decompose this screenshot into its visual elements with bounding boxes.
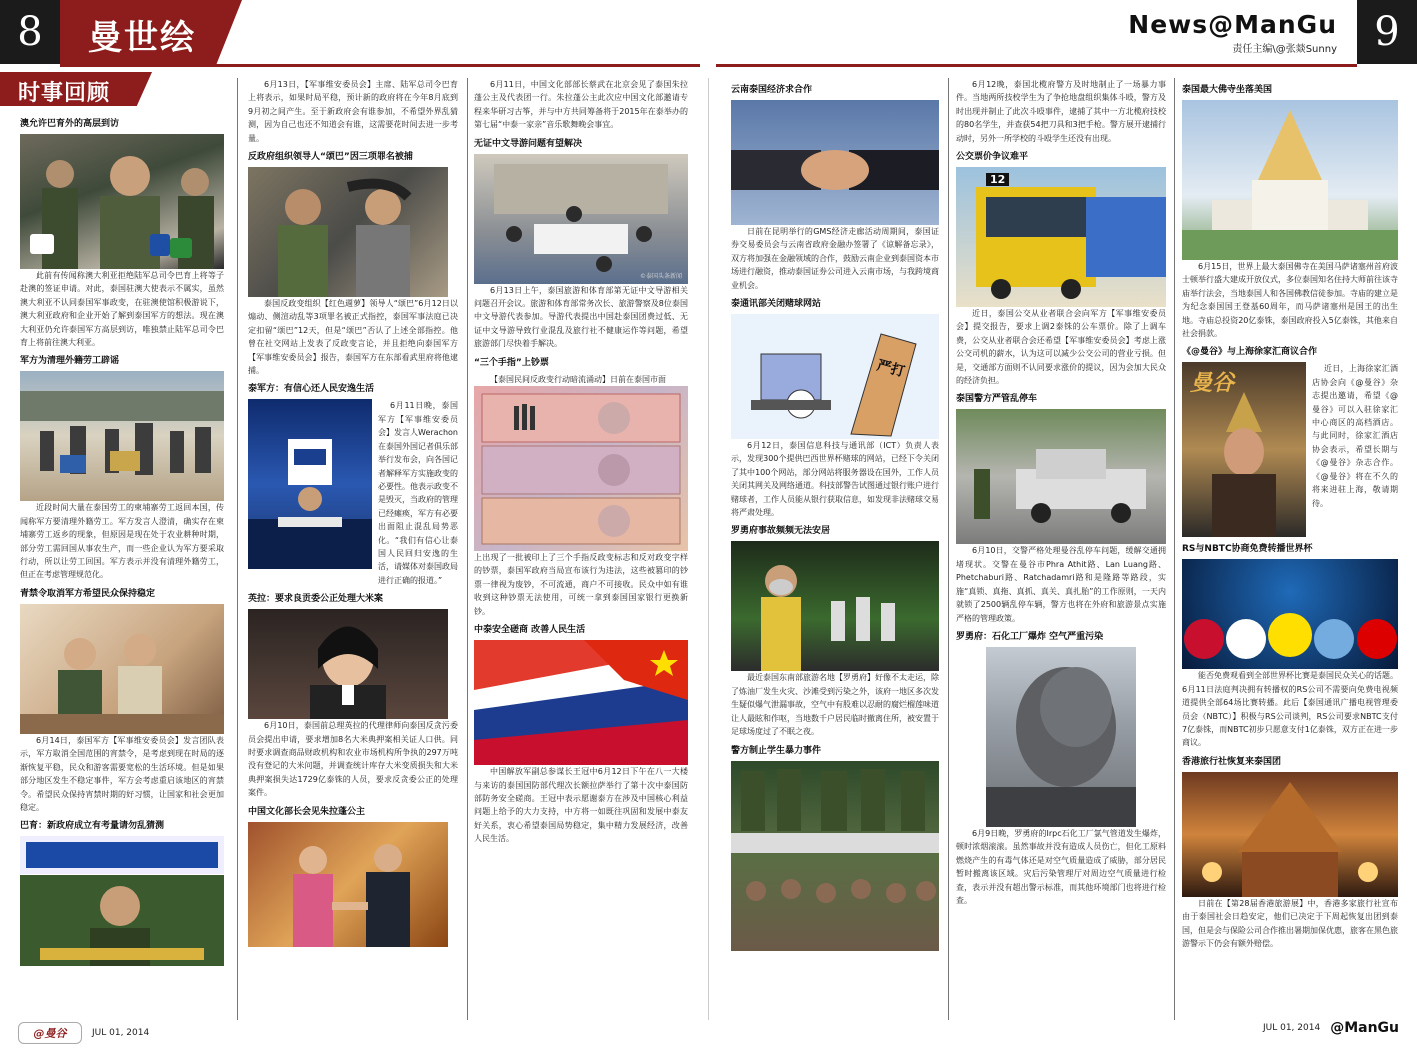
photo-illustration	[248, 399, 372, 569]
article-with-photo	[1182, 362, 1398, 537]
photo-temple-night	[1182, 772, 1398, 897]
article-text: 6月10日，交警严格处理曼谷乱停车问题，缓解交通拥堵现状。交警在曼谷市Phra Athit路、Lan Luang路、Phetchaburi路、Ratchadamri路和是隆路等路段，实施“真锁、真拖、真抓、真关、真扎胎”的工作原则，一天内就锁了2500辆乱停车辆，警方也将在外府和旅游景点实施严格的管理政策。	[956, 546, 1166, 623]
page-number-left: 8	[0, 0, 60, 64]
photo-illustration	[248, 609, 448, 719]
photo-illustration	[956, 409, 1166, 544]
column-separator	[237, 78, 238, 1020]
article-text: 6月10日，泰国前总理英拉的代理律师向泰国反贪污委员会提出申请，要求增加8名大米典押案相关证人口供。同时要求调查商品财政机构和农业市场机构所争执的297万吨没有登记的大米问题，并调查统计库存大米变质损失和大米典押案损失达1729亿泰铢的人员，要求反贪委公正的处理案件。	[248, 721, 458, 798]
bus-route-number: 12	[986, 173, 1009, 186]
magazine-cover	[1182, 362, 1306, 537]
issue-date-right: JUL 01, 2014	[1262, 1023, 1321, 1033]
photo-students-detained	[731, 761, 939, 951]
photo-bus	[956, 167, 1166, 307]
photo-world-cup-balls	[1182, 559, 1398, 669]
article-text: 6月13日，【军事维安委员会】主席、陆军总司令巴育上将表示，如果时局平稳，预计新的政府将在今年8月底到9月初之间产生。至于新政府会有谁参加，不希望外界乱猜测，因为自己也还不知道会有谁，这需要花时间去进一步考量。	[248, 80, 458, 143]
headline: 泰通讯部关闭赌球网站	[731, 299, 822, 310]
headline: 军方为清理外籍劳工辟谣	[20, 356, 120, 367]
photo-illustration	[474, 154, 688, 284]
photo-activist-arrest	[248, 167, 448, 297]
photo-illustration	[20, 604, 224, 734]
article-text: 此前有传闻称澳大利亚拒绝陆军总司令巴育上将等子赴澳的签证申请。对此，泰国驻澳大使表示不属实，虽然澳大利亚不认同泰国军事政变，在驻澳使馆积极游说下，澳大利亚政府和企业开始了解到泰国军方的想法。现在澳大利亚仍允许泰国军方高层到访，唯独禁止陆军总司令巴育上将前往澳大利亚。	[20, 271, 224, 348]
headline: 反政府组织领导人“颂巴”因三项罪名被捕	[248, 152, 413, 163]
article-text: 6月13日上午，泰国旅游和体育部第无证中文导游相关问题召开会议。旅游和体育部常务次长、旅游警察及8位泰国中文导游代表参加。导游代表提出中国赴泰国团费过低、无证中文导游导致行业混乱及旅行社不健康运作等问题，希望旅游部门尽快着手解决。	[474, 285, 688, 349]
article-text: 能否免费观看到全部世界杯比赛是泰国民众关心的话题。6月11日法庭判决拥有转播权的RS公司不需要向免费电视频道提供全部64场比赛转播。此后【泰国通讯广播电视管理委员会（NBTC）】积极与RS公司谈判，RS公司要求NBTC支付7亿泰铢，而NBTC初步只愿意支付1亿泰铢，双方正在进一步商议。	[1182, 671, 1398, 748]
headline: 云南泰国经济求合作	[731, 85, 813, 95]
column-1	[20, 112, 224, 1018]
article-text: 最近泰国东南部旅游名地【罗勇府】好像不太走运，除了炼油厂发生火灾、沙滩受到污染之外，该府一地区多次发生疑似爆气泄漏事故，空气中有股难以忍耐的腐烂榴莲味道让人最眩和作呕，当地数千户居民临时撤离住所，被安置于足球场度过了不眠之夜。	[731, 673, 939, 737]
column-4	[731, 78, 939, 1020]
article-text: 6月11日，中国文化部部长蔡武在北京会见了泰国朱拉蓬公主及代表团一行。朱拉蓬公主此次应中国文化部邀请专程来华研习古筝，并与中方共同筹备将于2015年在泰举办的第七届“中泰一家亲”音乐歌舞晚会事宜。	[474, 80, 688, 130]
photo-thai-temple	[1182, 100, 1398, 260]
photo-yingluck	[248, 609, 448, 719]
footer-right	[1263, 1020, 1399, 1036]
article-text: 日前在【第28届香港旅游展】中，香港多家旅行社宣布由于泰国社会日趋安定，他们已决定于下周起恢复出团到泰国，但是会与保险公司合作推出暑期加保优惠，旅客在黑色旅游警示下仍会有额外赔偿。	[1182, 898, 1398, 949]
photo-flags	[474, 640, 688, 765]
article-text: 6月15日，世界上最大泰国佛寺在美国马萨诸塞州首府波士顿举行盛大建成开放仪式，多位泰国知名住持大师前往该寺庙举行法会，当地泰国人和各国佛教信徒参加。寺庙的建立是为纪念泰国国王登基60周年，而马萨诸塞州是国王的出生地。寺庙总投资20亿泰铢，泰国政府投入5亿泰铢，其他来自社会捐款。	[1182, 262, 1398, 339]
gutter-fold	[708, 78, 709, 1020]
photo-watermark: ©泰国头条新闻	[639, 272, 682, 280]
article-text: 中国解放军副总参谋长王冠中6月12日下午在八一大楼与来访的泰国国防部代理次长额拉萨举行了第十次中泰国防部防务安全磋商。王冠中表示愿谢泰方在涉及中国核心利益问题上给予的大力支持，中方将一如既往巩固和发展中泰友好关系，衷心希望泰国局势稳定，集中精力发展经济，改善人民生活。	[474, 767, 688, 844]
column-separator	[467, 78, 468, 1020]
column-6	[1182, 78, 1398, 1020]
article-lead: 【泰国民间反政变行动暗流涌动】日前在泰国市面	[490, 374, 666, 384]
photo-illustration	[1182, 100, 1398, 260]
banner-title: 曼世绘	[88, 18, 196, 58]
photo-banknotes	[474, 386, 688, 551]
photo-illustration	[731, 100, 939, 225]
column-separator	[1174, 78, 1175, 1020]
photo-fcc-conference	[248, 399, 372, 569]
photo-illustration	[1182, 772, 1398, 897]
photo-handshake	[731, 100, 939, 225]
headline: 中泰安全磋商 改善人民生活	[474, 625, 586, 636]
article-text: 6月11日晚，泰国军方【军事维安委员会】发言人Werachon在泰国外国记者俱乐部举行发布会，向各国记者解释军方实施政变的必要性。他表示政变不是毁灭，当政府的管理已经瘫痪，军方有必要出面阻止混乱局势恶化。“我们有信心让泰国人民回归安逸的生活，请媒体对泰国政局进行正确的报道。”	[378, 401, 458, 585]
editor-credit: 责任主编\@张燚Sunny	[1232, 44, 1337, 55]
photo-press-conference	[20, 134, 224, 269]
mangu-logo: @曼谷	[18, 1022, 82, 1044]
photo-general-speech	[20, 836, 224, 966]
footer-brand: @ManGu	[1330, 1020, 1399, 1036]
photo-tourism-meeting	[474, 154, 688, 284]
headline: 泰国最大佛寺坐落美国	[1182, 85, 1273, 95]
photo-illustration	[20, 836, 224, 966]
column-3	[474, 78, 688, 1020]
headline: 澳允许巴育外的高层到访	[20, 119, 120, 129]
headline: 罗勇府事故频频无法安居	[731, 526, 831, 537]
headline: 巴育：新政府成立有考量请勿乱猜测	[20, 821, 165, 832]
headline: RS与NBTC协商免费转播世界杯	[1182, 544, 1313, 555]
photo-illustration	[474, 386, 688, 551]
section-title: 时事回顾	[18, 81, 111, 106]
photo-illustration	[956, 167, 1166, 307]
photo-culture-minister	[248, 822, 448, 947]
headline: 无证中文导游问题有望解决	[474, 138, 583, 149]
photo-illustration	[20, 371, 224, 501]
article-text: 泰国反政变组织【红色週萝】领导人“颂巴”6月12日以煽动、侧渲动乱等3项罪名被正式指控，泰国军事法庭已决定扣留“颂巴”12天，但是“颂巴”否认了上述全部指控。他曾在社交网站上发表了反政变言论，并且拒绝向泰国军方【军事维安委员会】报告，泰国军方在东部看武里府将他逮捕。	[248, 299, 458, 376]
photo-illustration	[731, 761, 939, 951]
photo-illustration	[248, 167, 448, 297]
headline: 《@曼谷》与上海徐家汇商议合作	[1182, 347, 1318, 358]
photo-illustration	[20, 134, 224, 269]
article-text: 近日，上海徐家汇酒店协会向《@曼谷》杂志提出邀请，希望《@曼谷》可以入驻徐家汇中心商区的高档酒店。与此同时，徐家汇酒店协会表示，希望长期与《@曼谷》杂志合作。《@曼谷》将在不久的将来进驻上海，敬请期待。	[1312, 364, 1398, 508]
photo-rayong-evacuation	[731, 541, 939, 671]
column-separator	[948, 78, 949, 1020]
cartoon-illustration	[731, 314, 939, 439]
photo-migrant-workers	[20, 371, 224, 501]
photo-illustration	[986, 647, 1136, 827]
photo-military-spokespeople	[20, 604, 224, 734]
article-text: 上出现了一批被印上了三个手指反政变标志和反对政变字样的钞票，泰国军政府当局宣布该行为违法，这些被篡印的钞票一律视为废钞，不可流通，商户不可接收。民众中如有谁收到这种钞票无法使用，可统一拿到泰国国家银行更换新钞。	[474, 553, 688, 616]
article-text: 6月12晚，泰国北榄府警方及时地制止了一场暴力事件。当地两所技校学生为了争抢地盘组织集体斗殴，警方及时出现并制止了此次斗殴事件，逮捕了其中一方北榄府技校的80名学生，并查获54把刀具和3把手枪。警方展开逮捕行动时，另外一所学校的斗殴学生还没有出现。	[956, 80, 1166, 143]
headline: 英拉：要求良贡委公正处理大米案	[248, 594, 384, 605]
article-with-photo	[248, 399, 458, 587]
article-text: 6月9日晚，罗勇府的Irpc石化工厂氯气管道发生爆炸，顿时浓烟滚滚。虽然事故并没有造成人员伤亡，但化工原料燃烧产生的有毒气体还是对空气质量造成了威胁，部分居民暂时搬离该区域。灾后污染管理厅对周边空气质量进行检查，表示并没有超出警示标准，而其他环境部门也将进行检查。	[956, 828, 1166, 905]
article-text: 6月14日，泰国军方【军事维安委员会】发言团队表示，军方取消全国范围的宵禁令，是考虑到现在时局的逐渐恢复平稳，民众和游客需要宽松的生活环境。但是如果部分地区发生不稳定事件，军方会考虑重启该地区的宵禁令。希望民众保持宵禁时期的好习惯，让国家和社会更加稳定。	[20, 735, 224, 812]
page-number-right: 9	[1357, 0, 1417, 64]
photo-illustration	[731, 541, 939, 671]
magazine-masthead: 曼谷	[1190, 371, 1235, 397]
headline: 警方制止学生暴力事件	[731, 745, 822, 756]
headline: 青禁令取消军方希望民众保持稳定	[20, 588, 156, 599]
flags-illustration	[474, 640, 688, 765]
header-rule-left	[60, 64, 700, 67]
headline: 公交票价争议难平	[956, 152, 1029, 163]
news-title: News@ManGu	[1128, 10, 1337, 39]
strike-label: 严打	[875, 357, 907, 381]
photo-illustration	[1182, 559, 1398, 669]
cartoon-crackdown	[731, 314, 939, 439]
headline: 罗勇府：石化工厂爆炸 空气严重污染	[956, 631, 1104, 642]
header-rule-right	[716, 64, 1357, 67]
article-text: 近段时间大量在泰国劳工的柬埔寨劳工返回本国，传闻称军方要清理外籍劳工。军方发言人澄清，确实存在柬埔寨劳工返乡的现象，但原因是现在处于农业耕种时期，部分劳工需回国从事农生产，而一些企业认为军方要采取行动，所以让劳工回国。军方表示并没有清理外籍劳工，但正在考虑管理规范化。	[20, 503, 224, 580]
headline: 泰军方：有信心还人民安逸生活	[248, 384, 375, 395]
issue-date-left: JUL 01, 2014	[92, 1028, 150, 1038]
article-text: 日前在昆明举行的GMS经济走廊活动周期间，泰国证券交易委员会与云南省政府金融办签署了《谅解备忘录》，双方将加强在金融领域的合作，鼓励云南企业到泰国资本市场进行融资，推动泰国证券公司进入云南市场，与我跨境商业机会。	[731, 227, 939, 290]
headline: 泰国警方严管乱停车	[956, 394, 1038, 405]
photo-factory-smoke	[986, 647, 1136, 827]
column-5	[956, 78, 1166, 1020]
photo-illustration	[248, 822, 448, 947]
photo-tow-truck	[956, 409, 1166, 544]
article-text: 6月12日，泰国信息科技与通讯部（ICT）负责人表示，发现300个提供巴西世界杯赌球的网站，已经下令关闭了其中100个网站，部分网站将服务器设在国外，工作人员关闭其网关及网络通道。科技部警告试图通过银行账户进行赌球者，工作人员能从银行获取信息，如发现非法赌球交易将严肃处理。	[731, 441, 939, 518]
footer-left	[18, 1022, 149, 1044]
headline: 香港旅行社恢复来泰国团	[1182, 756, 1282, 767]
headline: “三个手指”上钞票	[474, 357, 549, 368]
headline: 中国文化部长会见朱拉蓬公主	[248, 806, 366, 817]
column-2	[248, 78, 458, 1020]
article-text: 近日，泰国公交从业者联合会向军方【军事维安委员会】提交报告，要求上调2泰铢的公车票价。除了上调车费，公交从业者联合会还希望【军事维安委员会】考虑上涨公交司机的薪水，认为这可以减少公交公司的营业亏损。但是，交通部方面则不认同要求涨价的提议，因为会加大民众的经济负担。	[956, 309, 1166, 386]
